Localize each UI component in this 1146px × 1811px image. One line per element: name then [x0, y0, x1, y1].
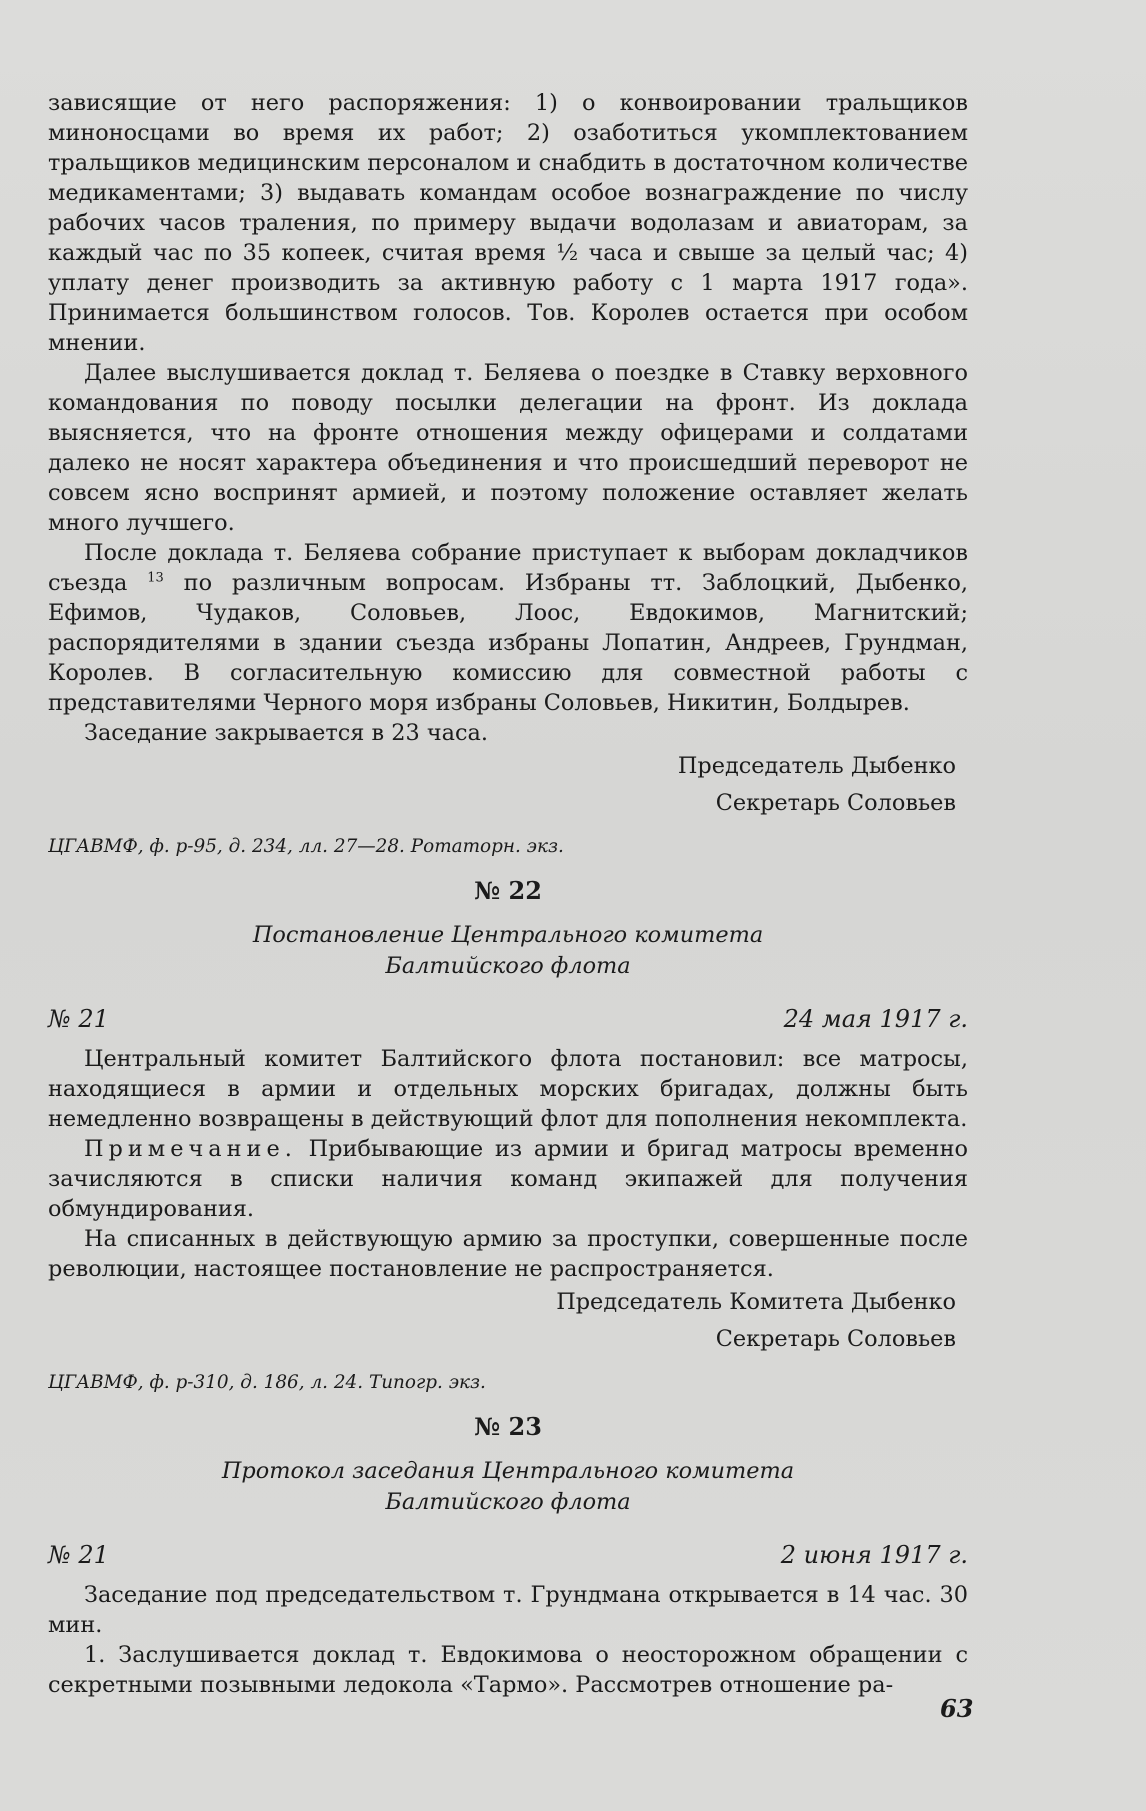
resolution-text: Центральный комитет Балтийского флота постановил: все матросы, находящиеся в армии и отдельных морских бригадах, должны быть немедленно возвращены в действующий флот для пополнения некомплекта. — [48, 1046, 968, 1132]
paragraph-continued: зависящие от него распоряжения: 1) о конвоировании тральщиков миноносцами во время их работ; 2) озаботиться укомплектованием тральщиков медицинским персоналом и снабдить в достаточном количестве медикаментами; 3) выдавать командам особое вознаграждение по числу рабочих часов траления, по примеру выдачи водолазам и авиаторам, за каждый час по 35 копеек, считая время ½ часа и свыше за целый час; 4) уплату денег производить за активную работу с 1 марта 1917 года». Принимается большинством голосов. Тов. Королев остается при особом мнении. — [48, 90, 968, 356]
signature-secretary: Секретарь Соловьев — [715, 1326, 956, 1352]
document-number-date — [48, 1004, 968, 1034]
archive-source: ЦГАВМФ, ф. р-95, д. 234, лл. 27—28. Ротаторн. экз. — [48, 836, 564, 857]
document-date: 24 мая 1917 г. — [783, 1005, 968, 1033]
paragraph-closing: Заседание закрывается в 23 часа. — [84, 720, 489, 746]
resolution-note — [48, 1134, 968, 1224]
document-title-line2: Балтийского флота — [385, 1489, 631, 1515]
document-number: № 23 — [474, 1412, 542, 1441]
document-date: 2 июня 1917 г. — [780, 1541, 968, 1569]
meeting-item-1: 1. Заслушивается доклад т. Евдокимова о неосторожном обращении с секретными позывными ледокола «Тармо». Рассмотрев отношение ра- — [48, 1642, 968, 1698]
elections-text-b: по различным вопросам. Избраны тт. Заблоцкий, Дыбенко, Ефимов, Чудаков, Соловьев, Лоос, Евдокимов, Магнитский; распорядителями в здании съезда избраны Лопатин, Андреев, Грундман, Королев. В согласительную комиссию для совместной работы с представителями Черного моря избраны Соловьев, Никитин, Болдырев. — [48, 570, 969, 716]
paragraph-elections — [48, 538, 968, 718]
document-title-line1: Постановление Центрального комитета — [252, 922, 764, 948]
protocol-number: № 21 — [48, 1541, 109, 1569]
meeting-opening: Заседание под председательством т. Грундмана открывается в 14 час. 30 мин. — [48, 1582, 968, 1638]
protocol-number: № 21 — [48, 1005, 109, 1033]
document-number: № 22 — [474, 876, 542, 905]
document-title-line1: Протокол заседания Центрального комитета — [221, 1458, 795, 1484]
page-number: 63 — [940, 1694, 974, 1723]
paragraph-report-belyaev: Далее выслушивается доклад т. Беляева о поездке в Ставку верховного командования по поводу посылки делегации на фронт. Из доклада выясняется, что на фронте отношения между офицерами и солдатами далеко не носят характера объединения и что происшедший переворот не совсем ясно воспринят армией, и поэтому положение оставляет желать много лучшего. — [48, 360, 968, 536]
elections-text-a: После доклада т. Беляева собрание приступает к выборам докладчиков съезда — [48, 540, 968, 596]
resolution-exception: На списанных в действующую армию за проступки, совершенные после революции, настоящее постановление не распространяется. — [48, 1226, 968, 1282]
archive-source: ЦГАВМФ, ф. р-310, д. 186, л. 24. Типогр. экз. — [48, 1372, 486, 1393]
note-label: Примечание. — [84, 1136, 297, 1162]
document-number-date — [48, 1540, 968, 1570]
footnote-ref: 13 — [147, 570, 164, 586]
document-title-line2: Балтийского флота — [385, 953, 631, 979]
page-body — [48, 88, 968, 1700]
note-text: Прибывающие из армии и бригад матросы временно зачисляются в списки наличия команд экипажей для получения обмундирования. — [48, 1136, 968, 1222]
signature-chair: Председатель Комитета Дыбенко — [556, 1289, 956, 1315]
signature-secretary: Секретарь Соловьев — [715, 790, 956, 816]
signature-chair: Председатель Дыбенко — [677, 753, 956, 779]
